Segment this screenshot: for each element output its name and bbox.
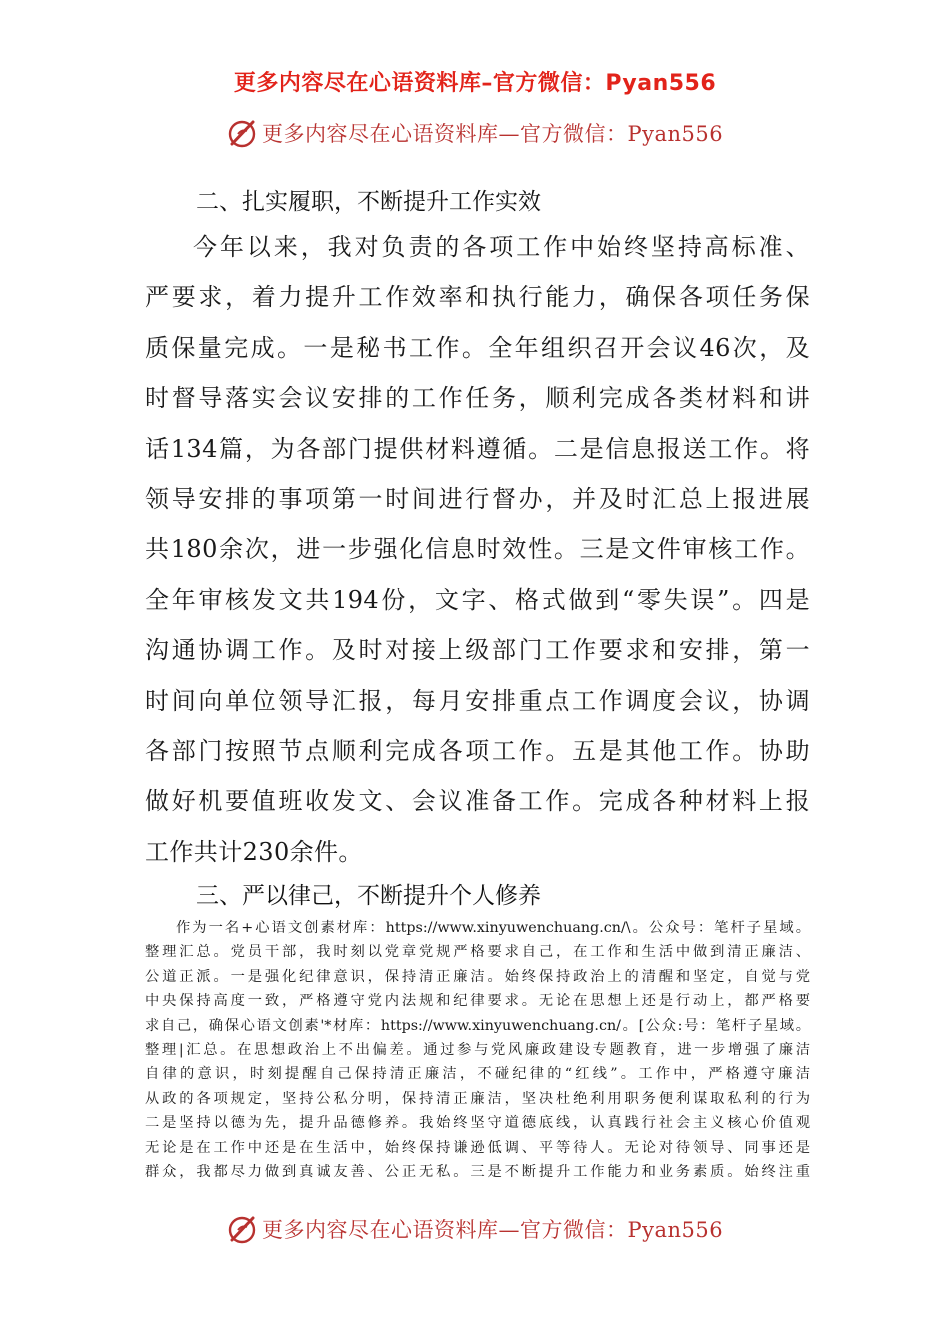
paragraph-line: 工作共计230余件。	[145, 837, 363, 866]
paragraph-line: 中央保持高度一致，严格遵守党内法规和纪律要求。无论在思想上还是行动上，都严格要	[145, 993, 810, 1010]
section-3-heading: 三、严以律己，不断提升个人修养	[196, 883, 541, 909]
paragraph-line: 无论是在工作中还是在生活中，始终保持谦逊低调、平等待人。无论对待领导、同事还是	[145, 1139, 810, 1156]
top-watermark-banner: 更多内容尽在心语资料库–官方微信：Pyan556	[233, 71, 717, 96]
section-3-body	[145, 916, 810, 1184]
header-logo-text: 更多内容尽在心语资料库—官方微信：Pyan556	[262, 122, 724, 146]
paragraph-line: 时督导落实会议安排的工作任务，顺利完成各类材料和讲	[145, 384, 810, 413]
paragraph-line: 全年审核发文共194份，文字、格式做到“零失误”。四是	[145, 585, 810, 614]
paragraph-line: 今年以来，我对负责的各项工作中始终坚持高标准、	[193, 233, 810, 261]
paragraph-line: 整理汇总。党员干部，我时刻以党章党规严格要求自己，在工作和生活中做到清正廉洁、	[145, 944, 810, 961]
paragraph-line: 求自己，确保心语文创素'*材库：https://www.xinyuwenchuang.cn/。[公众:号：笔杆子星域。	[145, 1017, 810, 1034]
brush-logo-icon	[226, 117, 258, 149]
header-logo-banner	[226, 116, 723, 150]
paragraph-line: 沟通协调工作。及时对接上级部门工作要求和安排，第一	[145, 636, 810, 665]
paragraph-line: 话134篇，为各部门提供材料遵循。二是信息报送工作。将	[145, 434, 810, 463]
paragraph-line: 时间向单位领导汇报，每月安排重点工作调度会议，协调	[145, 686, 810, 715]
paragraph-line: 自律的意识，时刻提醒自己保持清正廉洁，不碰纪律的“红线”。工作中，严格遵守廉洁	[145, 1066, 810, 1083]
paragraph-line: 整理|汇总。在思想政治上不出偏差。通过参与党风廉政建设专题教育，进一步增强了廉洁	[145, 1041, 810, 1058]
section-2-heading: 二、扎实履职，不断提升工作实效	[196, 189, 541, 215]
section-2-body	[145, 222, 810, 877]
footer-logo-banner	[226, 1212, 723, 1246]
paragraph-line: 做好机要值班收发文、会议准备工作。完成各种材料上报	[145, 787, 810, 816]
paragraph-line: 群众，我都尽力做到真诚友善、公正无私。三是不断提升工作能力和业务素质。始终注重	[145, 1163, 810, 1180]
paragraph-line: 严要求，着力提升工作效率和执行能力，确保各项任务保	[145, 283, 810, 312]
paragraph-line: 各部门按照节点顺利完成各项工作。五是其他工作。协助	[145, 736, 810, 765]
brush-logo-icon	[226, 1213, 258, 1245]
paragraph-line: 领导安排的事项第一时间进行督办，并及时汇总上报进展	[145, 484, 810, 513]
paragraph-line: 质保量完成。一是秘书工作。全年组织召开会议46次，及	[145, 333, 810, 362]
paragraph-line: 公道正派。一是强化纪律意识，保持清正廉洁。始终保持政治上的清醒和坚定，自觉与党	[145, 968, 810, 985]
paragraph-line: 二是坚持以德为先，提升品德修养。我始终坚守道德底线，认真践行社会主义核心价值观	[145, 1115, 810, 1132]
paragraph-line: 共180余次，进一步强化信息时效性。三是文件审核工作。	[145, 535, 810, 564]
footer-logo-text: 更多内容尽在心语资料库—官方微信：Pyan556	[262, 1218, 724, 1242]
paragraph-line: 从政的各项规定，坚持公私分明，保持清正廉洁，坚决杜绝利用职务便利谋取私利的行为	[145, 1090, 810, 1107]
paragraph-line: 作为一名+心语文创素材库：https://www.xinyuwenchuang.cn/\。公众号：笔杆子星域。	[176, 920, 810, 936]
